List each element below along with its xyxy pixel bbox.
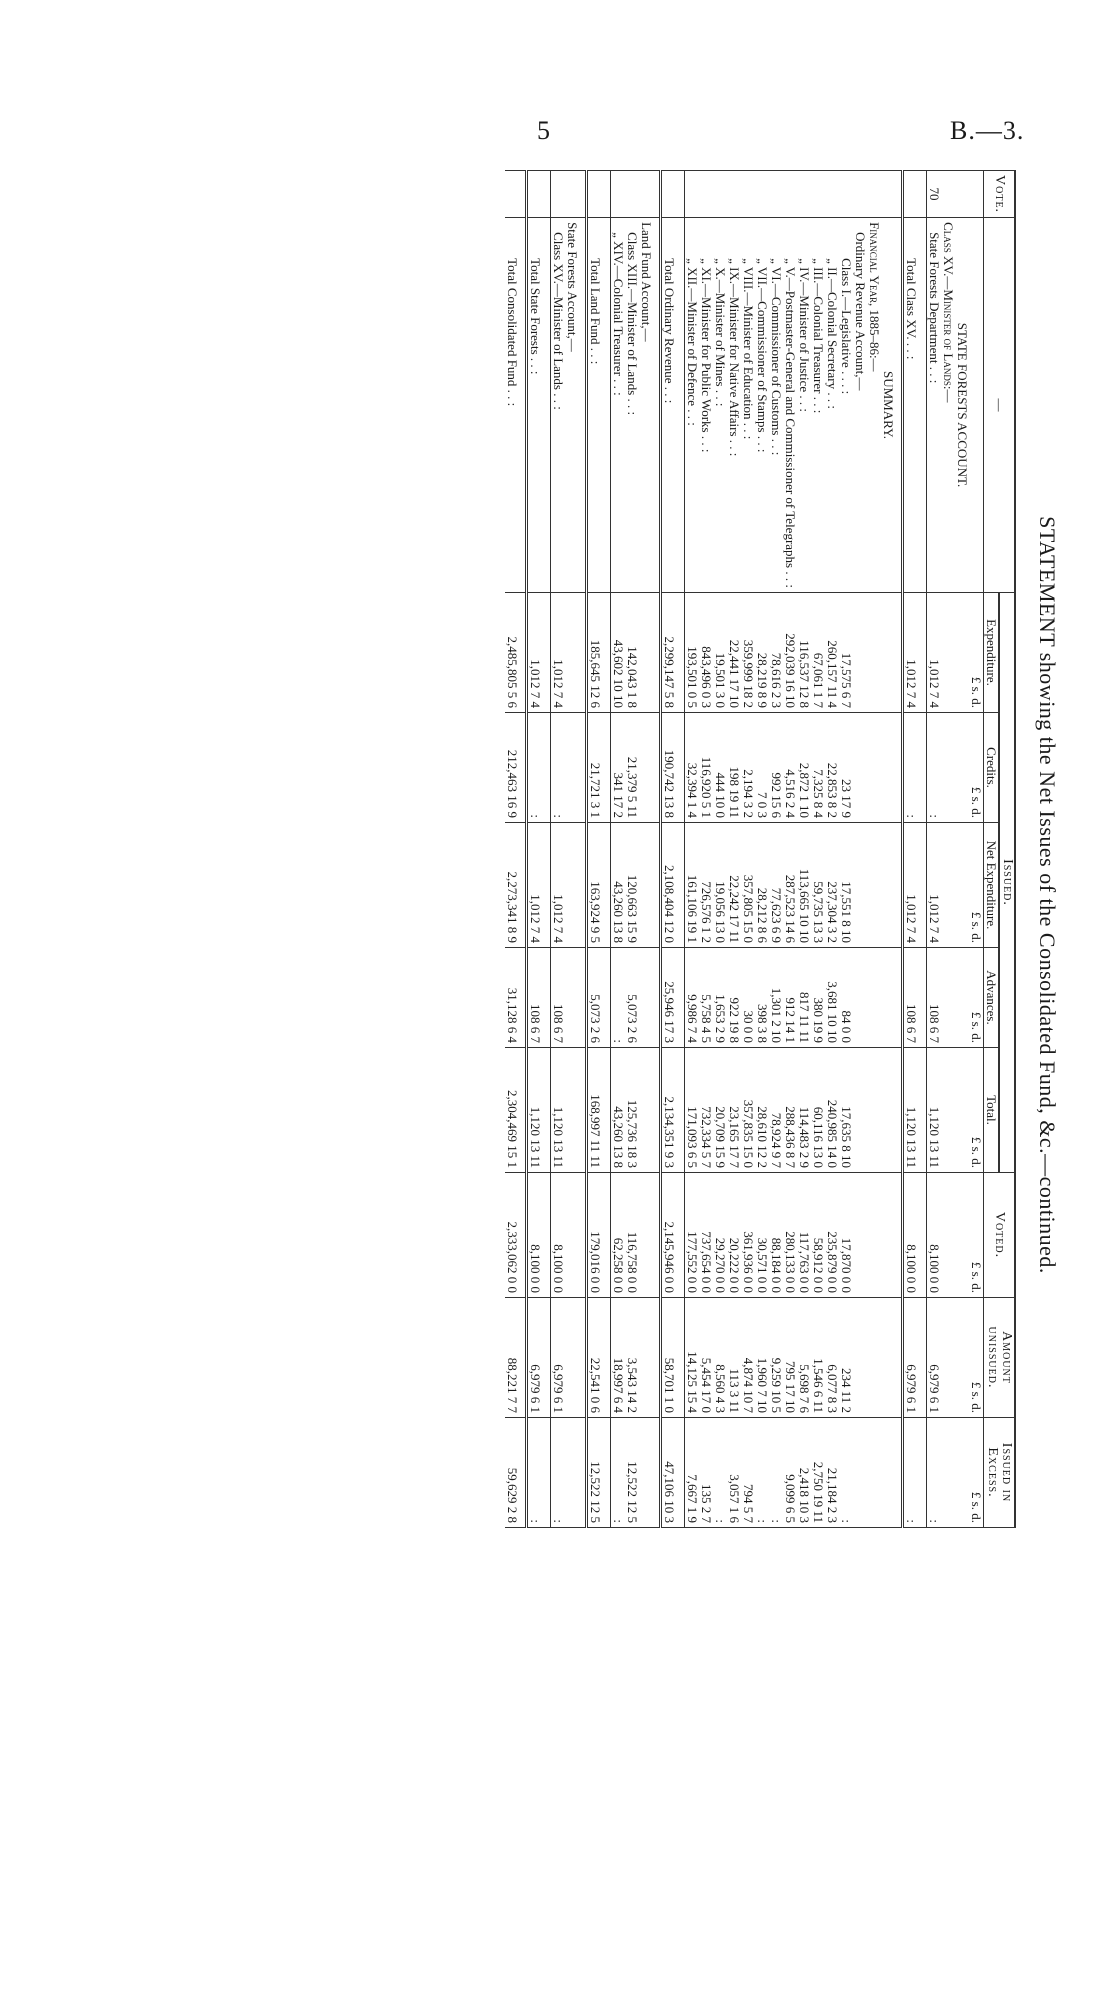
ordinary-heading-row [853, 171, 867, 1528]
cell-advances: 108 6 7 [903, 947, 919, 1047]
cell-credits: 198 19 11 [727, 712, 741, 822]
cell-credits: : [551, 712, 566, 822]
row-label: „ V.—Postmaster-General and Commissioner of Telegraphs . . : [783, 218, 797, 593]
cell-expenditure: 142,043 1 8 [625, 592, 639, 712]
cell-excess: : [769, 1417, 783, 1527]
summary-heading: SUMMARY. [881, 218, 895, 593]
cell-net-expenditure: 726,576 1 2 [699, 822, 713, 947]
cell-expenditure: 185,645 12 6 [587, 592, 603, 712]
row-label: „ III.—Colonial Treasurer . . : [811, 218, 825, 593]
cell-expenditure: 78,616 2 3 [769, 592, 783, 712]
cell-voted: 88,184 0 0 [769, 1172, 783, 1297]
table-row [797, 171, 811, 1528]
cell-total: 2,304,469 15 1 [505, 1047, 519, 1172]
cell-voted: 8,100 0 0 [927, 1172, 942, 1297]
cell-unissued: 113 3 11 [727, 1297, 741, 1417]
cell-excess: : [527, 1417, 543, 1527]
cell-unissued: 22,541 0 6 [587, 1297, 603, 1417]
cell-unissued: 14,125 15 4 [685, 1297, 700, 1417]
row-label: „ X.—Minister of Mines . . : [713, 218, 727, 593]
cell-total: 1,120 13 11 [903, 1047, 919, 1172]
cell-total: 125,736 18 3 [625, 1047, 639, 1172]
cell-credits: 4,516 2 4 [783, 712, 797, 822]
land-heading: Land Fund Account,— [639, 218, 653, 593]
cell-excess: 794 5 7 [741, 1417, 755, 1527]
units-label: £ s. d. [969, 822, 984, 947]
header-amount-unissued: Amount unissued. [984, 1297, 1016, 1417]
cell-unissued: 6,979 6 1 [927, 1297, 942, 1417]
cell-expenditure: 1,012 7 4 [527, 592, 543, 712]
table-row [825, 171, 839, 1528]
cell-credits: 341 17 2 [611, 712, 626, 822]
cell-voted: 58,912 0 0 [811, 1172, 825, 1297]
cell-credits: 22,853 8 2 [825, 712, 839, 822]
cell-voted: 8,100 0 0 [903, 1172, 919, 1297]
cell-unissued: 234 11 2 [839, 1297, 853, 1417]
cell-total: 43,260 13 8 [611, 1047, 626, 1172]
cell-net-expenditure: 1,012 7 4 [551, 822, 566, 947]
cell-total: 60,116 13 0 [811, 1047, 825, 1172]
forests-class-row [941, 171, 955, 1528]
cell-credits: 190,742 13 8 [661, 712, 677, 822]
cell-advances: 108 6 7 [551, 947, 566, 1047]
table-row [741, 171, 755, 1528]
total-row [587, 171, 603, 1528]
table-row [839, 171, 853, 1528]
cell-voted: 29,270 0 0 [713, 1172, 727, 1297]
cell-net-expenditure: 28,212 8 6 [755, 822, 769, 947]
cell-unissued: 8,560 4 3 [713, 1297, 727, 1417]
cell-total: 240,985 14 0 [825, 1047, 839, 1172]
cell-advances: 1,653 2 9 [713, 947, 727, 1047]
row-label: Class XV.—Minister of Lands . . : [551, 218, 566, 593]
table-row [699, 171, 713, 1528]
cell-net-expenditure: 2,108,404 12 0 [661, 822, 677, 947]
header-net-expenditure: Net Expenditure. [984, 822, 1000, 947]
cell-credits: : [903, 712, 919, 822]
cell-voted: 361,936 0 0 [741, 1172, 755, 1297]
total-row [661, 171, 677, 1528]
header-advances: Advances. [984, 947, 1000, 1047]
cell-excess: 12,522 12 5 [625, 1417, 639, 1527]
ordinary-heading: Ordinary Revenue Account,— [853, 218, 867, 593]
cell-unissued: 6,979 6 1 [903, 1297, 919, 1417]
header-issued: Issued. [999, 592, 1015, 1172]
cell-expenditure: 28,219 8 9 [755, 592, 769, 712]
cell-credits: 21,721 3 1 [587, 712, 603, 822]
cell-excess: 7,667 1 9 [685, 1417, 700, 1527]
table-row [611, 171, 626, 1528]
cell-expenditure: 1,012 7 4 [903, 592, 919, 712]
cell-advances: 84 0 0 [839, 947, 853, 1047]
cell-unissued: 795 17 10 [783, 1297, 797, 1417]
cell-unissued: 88,221 7 7 [505, 1297, 519, 1417]
cell-unissued: 6,979 6 1 [551, 1297, 566, 1417]
units-label: £ s. d. [969, 1047, 984, 1172]
cell-advances: 922 19 8 [727, 947, 741, 1047]
cell-credits: 23 17 9 [839, 712, 853, 822]
total-row [505, 171, 519, 1528]
cell-net-expenditure: 1,012 7 4 [927, 822, 942, 947]
cell-excess: 21,184 2 3 [825, 1417, 839, 1527]
row-label: Class I.—Legislative . . . : [839, 218, 853, 593]
cell-voted: 235,879 0 0 [825, 1172, 839, 1297]
statement-body [505, 171, 984, 1528]
cell-advances: 108 6 7 [527, 947, 543, 1047]
row-label: „ VI.—Commissioner of Customs . . : [769, 218, 783, 593]
cell-total: 20,709 15 9 [713, 1047, 727, 1172]
cell-unissued: 5,454 17 0 [699, 1297, 713, 1417]
cell-excess: : [713, 1417, 727, 1527]
cell-voted: 2,145,946 0 0 [661, 1172, 677, 1297]
cell-net-expenditure: 163,924 9 5 [587, 822, 603, 947]
cell-excess: : [611, 1417, 626, 1527]
cell-advances: 380 19 9 [811, 947, 825, 1047]
cell-expenditure: 843,496 0 3 [699, 592, 713, 712]
cell-credits: 7 0 3 [755, 712, 769, 822]
row-label: „ IX.—Minister for Native Affairs . . : [727, 218, 741, 593]
cell-unissued: 58,701 1 0 [661, 1297, 677, 1417]
total-row [903, 171, 919, 1528]
cell-net-expenditure: 113,665 10 10 [797, 822, 811, 947]
cell-total: 732,334 5 7 [699, 1047, 713, 1172]
row-label: State Forests Department . . : [927, 218, 942, 593]
cell-net-expenditure: 43,260 13 8 [611, 822, 626, 947]
cell-advances: 108 6 7 [927, 947, 942, 1047]
row-label: „ VIII.—Minister of Education . . : [741, 218, 755, 593]
cell-net-expenditure: 357,805 15 0 [741, 822, 755, 947]
cell-excess: 47,106 10 3 [661, 1417, 677, 1527]
cell-voted: 116,758 0 0 [625, 1172, 639, 1297]
cell-excess: 135 2 7 [699, 1417, 713, 1527]
cell-expenditure: 43,602 10 10 [611, 592, 626, 712]
row-label: Total Consolidated Fund . . : [505, 218, 519, 593]
cell-voted: 8,100 0 0 [551, 1172, 566, 1297]
cell-advances: 30 0 0 [741, 947, 755, 1047]
cell-expenditure: 1,012 7 4 [927, 592, 942, 712]
cell-net-expenditure: 77,623 6 9 [769, 822, 783, 947]
row-label: Total Class XV. . . : [903, 218, 919, 593]
table-row [685, 171, 700, 1528]
units-label: £ s. d. [969, 1172, 984, 1297]
table-row [551, 171, 566, 1528]
header-voted: Voted. [984, 1172, 1016, 1297]
table-row [713, 171, 727, 1528]
cell-expenditure: 22,441 17 10 [727, 592, 741, 712]
cell-expenditure: 193,501 0 5 [685, 592, 700, 712]
cell-credits: : [527, 712, 543, 822]
table-row [755, 171, 769, 1528]
cell-total: 1,120 13 11 [527, 1047, 543, 1172]
units-label: £ s. d. [969, 712, 984, 822]
page-number: 5 [537, 116, 550, 145]
forests-class-line: Class XV.—Minister of Lands:— [941, 218, 955, 593]
rotated-statement [120, 170, 1060, 1950]
cell-net-expenditure: 22,242 17 11 [727, 822, 741, 947]
cell-credits: 212,463 16 9 [505, 712, 519, 822]
header-issued-in-excess: Issued in Excess. [984, 1417, 1016, 1527]
cell-advances: 5,073 2 6 [625, 947, 639, 1047]
cell-credits: 2,194 3 2 [741, 712, 755, 822]
units-label: £ s. d. [969, 947, 984, 1047]
cell-total: 17,635 8 10 [839, 1047, 853, 1172]
cell-excess: 2,418 10 3 [797, 1417, 811, 1527]
cell-total: 1,120 13 11 [927, 1047, 942, 1172]
units-label: £ s. d. [969, 592, 984, 712]
cell-total: 288,436 8 7 [783, 1047, 797, 1172]
cell-advances: 9,986 7 4 [685, 947, 700, 1047]
cell-net-expenditure: 17,551 8 10 [839, 822, 853, 947]
cell-net-expenditure: 287,523 14 6 [783, 822, 797, 947]
cell-excess: 3,057 1 6 [727, 1417, 741, 1527]
row-label: „ IV.—Minister of Justice . . : [797, 218, 811, 593]
row-label: Total State Forests . . : [527, 218, 543, 593]
units-label: £ s. d. [969, 1417, 984, 1527]
cell-unissued: 5,698 7 6 [797, 1297, 811, 1417]
cell-total: 28,610 12 2 [755, 1047, 769, 1172]
cell-unissued: 3,543 14 2 [625, 1297, 639, 1417]
cell-net-expenditure: 2,273,341 8 9 [505, 822, 519, 947]
cell-excess: : [551, 1417, 566, 1527]
cell-excess: : [755, 1417, 769, 1527]
cell-expenditure: 260,157 11 4 [825, 592, 839, 712]
cell-net-expenditure: 161,106 19 1 [685, 822, 700, 947]
cell-expenditure: 67,061 1 7 [811, 592, 825, 712]
cell-net-expenditure: 19,056 13 0 [713, 822, 727, 947]
cell-advances: 5,758 4 5 [699, 947, 713, 1047]
cell-expenditure: 292,039 16 10 [783, 592, 797, 712]
forests-summary-heading-row [565, 171, 579, 1528]
financial-year-row [867, 171, 881, 1528]
cell-advances: 3,681 10 10 [825, 947, 839, 1047]
statement-title: STATEMENT showing the Net Issues of the Consolidated Fund, &c.—continued. [1035, 516, 1060, 1274]
cell-voted: 8,100 0 0 [527, 1172, 543, 1297]
land-heading-row [639, 171, 653, 1528]
cell-net-expenditure: 1,012 7 4 [903, 822, 919, 947]
cell-expenditure: 359,999 18 2 [741, 592, 755, 712]
units-label: £ s. d. [969, 1297, 984, 1417]
cell-total: 171,093 6 5 [685, 1047, 700, 1172]
summary-heading-row [881, 171, 895, 1528]
row-label: „ XIV.—Colonial Treasurer . . : [611, 218, 626, 593]
cell-expenditure: 17,575 6 7 [839, 592, 853, 712]
cell-advances: 912 14 1 [783, 947, 797, 1047]
row-label: „ II.—Colonial Secretary . . : [825, 218, 839, 593]
row-label: „ VII.—Commissioner of Stamps . . : [755, 218, 769, 593]
header-expenditure: Expenditure. [984, 592, 1000, 712]
cell-voted: 177,552 0 0 [685, 1172, 700, 1297]
table-row [783, 171, 797, 1528]
cell-advances: 1,301 2 10 [769, 947, 783, 1047]
cell-voted: 117,763 0 0 [797, 1172, 811, 1297]
row-label: Total Ordinary Revenue . . : [661, 218, 677, 593]
cell-total: 1,120 13 11 [551, 1047, 566, 1172]
cell-credits: 2,872 1 10 [797, 712, 811, 822]
cell-excess: : [839, 1417, 853, 1527]
cell-total: 78,924 9 7 [769, 1047, 783, 1172]
header-blank: — [984, 218, 1016, 593]
cell-expenditure: 2,485,805 5 6 [505, 592, 519, 712]
header-vote: Vote. [984, 171, 1016, 218]
cell-excess: 9,099 6 5 [783, 1417, 797, 1527]
cell-voted: 17,870 0 0 [839, 1172, 853, 1297]
cell-net-expenditure: 120,663 15 9 [625, 822, 639, 947]
forests-heading: STATE FORESTS ACCOUNT. [955, 218, 969, 593]
cell-voted: 2,333,062 0 0 [505, 1172, 519, 1297]
cell-voted: 280,133 0 0 [783, 1172, 797, 1297]
cell-unissued: 6,979 6 1 [527, 1297, 543, 1417]
cell-credits: 32,394 1 4 [685, 712, 700, 822]
total-row [527, 171, 543, 1528]
cell-net-expenditure: 237,304 3 2 [825, 822, 839, 947]
page-reference: B.—3. [950, 116, 1025, 145]
cell-credits: 444 10 0 [713, 712, 727, 822]
cell-expenditure: 1,012 7 4 [551, 592, 566, 712]
cell-excess: 59,629 2 8 [505, 1417, 519, 1527]
table-row [769, 171, 783, 1528]
cell-voted: 30,571 0 0 [755, 1172, 769, 1297]
cell-net-expenditure: 1,012 7 4 [527, 822, 543, 947]
cell-excess: 2,750 19 11 [811, 1417, 825, 1527]
cell-total: 357,835 15 0 [741, 1047, 755, 1172]
cell-voted: 179,016 0 0 [587, 1172, 603, 1297]
forests-summary-heading: State Forests Account,— [565, 218, 579, 593]
forests-heading-row [955, 171, 969, 1528]
cell-advances: : [611, 947, 626, 1047]
header-total: Total. [984, 1047, 1000, 1172]
cell-voted: 62,258 0 0 [611, 1172, 626, 1297]
cell-credits: : [927, 712, 942, 822]
cell-voted: 20,222 0 0 [727, 1172, 741, 1297]
cell-expenditure: 2,299,147 5 8 [661, 592, 677, 712]
cell-voted: 737,654 0 0 [699, 1172, 713, 1297]
cell-advances: 817 11 11 [797, 947, 811, 1047]
cell-net-expenditure: 59,735 13 3 [811, 822, 825, 947]
row-label: Class XIII.—Minister of Lands . . : [625, 218, 639, 593]
financial-year: Financial Year, 1885–86:— [867, 218, 881, 593]
cell-unissued: 1,960 7 10 [755, 1297, 769, 1417]
cell-total: 114,483 2 9 [797, 1047, 811, 1172]
row-label: „ XII.—Minister of Defence . . : [685, 218, 700, 593]
units-row [969, 171, 984, 1528]
header-credits: Credits. [984, 712, 1000, 822]
cell-advances: 398 3 8 [755, 947, 769, 1047]
cell-credits: 992 15 6 [769, 712, 783, 822]
cell-total: 168,997 11 11 [587, 1047, 603, 1172]
cell-excess: 12,522 12 5 [587, 1417, 603, 1527]
cell-expenditure: 116,537 12 8 [797, 592, 811, 712]
table-row [811, 171, 825, 1528]
cell-credits: 7,325 8 4 [811, 712, 825, 822]
cell-unissued: 6,077 8 3 [825, 1297, 839, 1417]
table-row [927, 171, 942, 1528]
cell-advances: 25,946 17 3 [661, 947, 677, 1047]
cell-excess: : [927, 1417, 942, 1527]
cell-advances: 5,073 2 6 [587, 947, 603, 1047]
cell-credits: 116,920 5 1 [699, 712, 713, 822]
row-label: Total Land Fund . . : [587, 218, 603, 593]
table-row [727, 171, 741, 1528]
cell-unissued: 4,874 10 7 [741, 1297, 755, 1417]
cell-credits: 21,379 5 11 [625, 712, 639, 822]
cell-total: 2,134,351 9 3 [661, 1047, 677, 1172]
cell-advances: 31,128 6 4 [505, 947, 519, 1047]
vote-number: 70 [927, 171, 942, 218]
cell-unissued: 9,259 10 5 [769, 1297, 783, 1417]
cell-unissued: 1,546 6 11 [811, 1297, 825, 1417]
cell-excess: : [903, 1417, 919, 1527]
table-row [625, 171, 639, 1528]
row-label: „ XI.—Minister for Public Works . . : [699, 218, 713, 593]
statement-table [505, 170, 1016, 1528]
cell-unissued: 18,997 6 4 [611, 1297, 626, 1417]
cell-total: 23,165 17 7 [727, 1047, 741, 1172]
cell-expenditure: 19,501 3 0 [713, 592, 727, 712]
